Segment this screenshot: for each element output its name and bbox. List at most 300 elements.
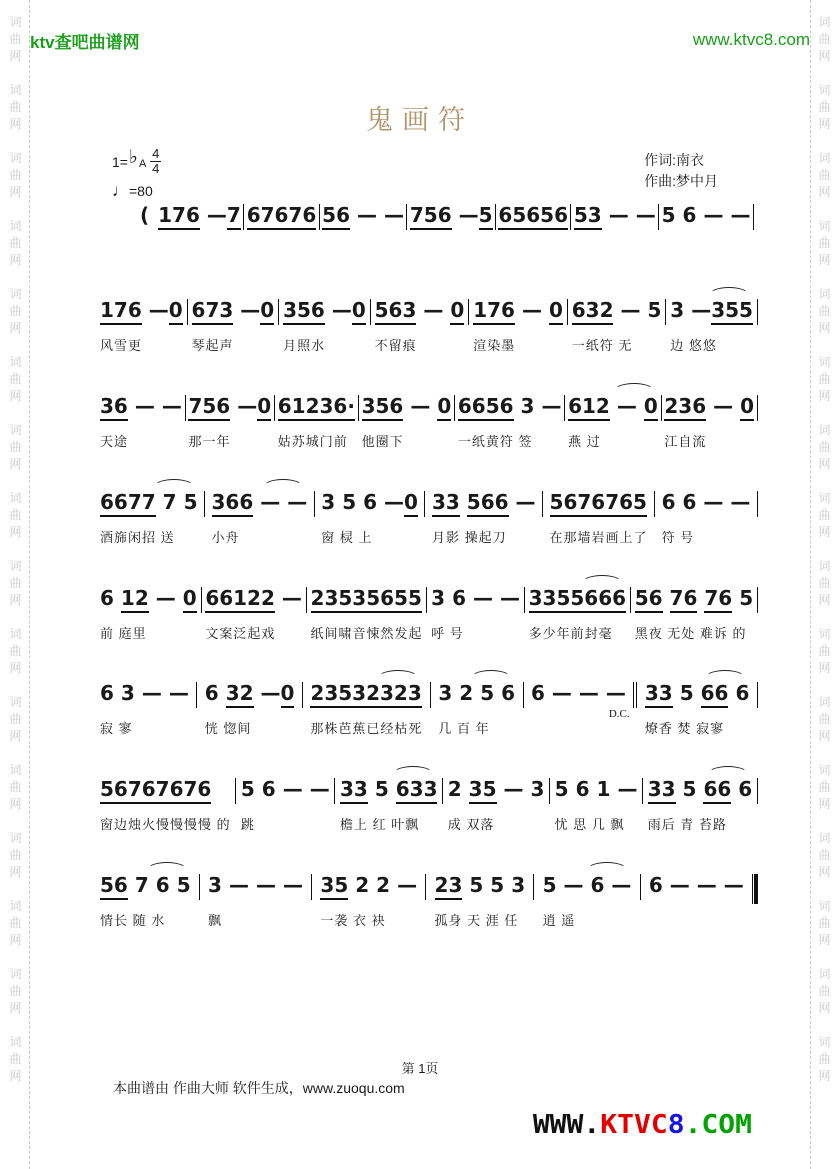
note-token: 5 (374, 777, 389, 801)
bar-line (370, 299, 371, 325)
watermark-char: 曲 (818, 32, 831, 46)
watermark-text (818, 560, 830, 606)
watermark-char: 词 (9, 899, 22, 913)
note-token: 5 (469, 873, 484, 897)
watermark-char: 曲 (9, 372, 22, 386)
note-token: — (611, 873, 632, 897)
generator-credit: 本曲谱由 作曲大师 软件生成，www.zuoqu.com (113, 1080, 405, 1096)
measure (635, 586, 753, 642)
watermark-char: 词 (9, 967, 22, 981)
lyric-text (649, 910, 744, 925)
watermark-text (9, 220, 21, 266)
measure-notes (529, 586, 626, 612)
watermark-char: 词 (9, 355, 22, 369)
note-token: — (669, 873, 690, 897)
measure (362, 394, 452, 450)
note-token: — (141, 681, 162, 705)
lyric-text: 黑夜 无处 难诉 的 (634, 626, 747, 641)
watermark-char: 曲 (9, 508, 22, 522)
bar-line (319, 204, 320, 230)
watermark-text (9, 16, 21, 62)
measure (458, 394, 562, 450)
watermark-char: 词 (818, 627, 831, 641)
measure-notes (448, 777, 545, 803)
note-token: 35 (469, 777, 497, 804)
measure (550, 490, 648, 546)
system-row (100, 298, 758, 354)
tempo-marking (112, 181, 161, 201)
note-token: 366 (212, 490, 254, 517)
bar-line (424, 491, 425, 517)
note-token: — (384, 203, 404, 227)
lyric-text: 边 悠悠 (670, 338, 717, 353)
watermark-char: 网 (818, 593, 831, 607)
lyric-text: 那株芭蕉已经枯死 (310, 721, 423, 736)
measure (664, 394, 754, 450)
note-token: — (410, 394, 431, 418)
note-token: 2 (355, 873, 370, 897)
watermark-text (9, 628, 21, 674)
note-token: — (703, 490, 724, 514)
note-token: 67676 (247, 203, 317, 230)
end-bar-line (757, 395, 758, 421)
measure-notes (322, 203, 404, 229)
watermark-text (9, 696, 21, 742)
watermark-text (818, 968, 830, 1014)
lyric-text: 文案泛起戏 (205, 626, 276, 641)
bar-line (302, 682, 303, 708)
note-token: — (730, 490, 751, 514)
note-token: 61236· (278, 394, 355, 421)
measure-notes (431, 586, 520, 612)
note-token: — (260, 490, 281, 514)
watermark-char: 曲 (818, 372, 831, 386)
bar-line (642, 778, 643, 804)
lyric-text: 孤身 天 涯 任 (434, 913, 519, 928)
note-token: 756 (188, 394, 230, 421)
watermark-char: 词 (818, 219, 831, 233)
note-token: — (357, 203, 377, 227)
note-token: 6 (590, 873, 605, 897)
watermark-char: 曲 (818, 304, 831, 318)
watermark-char: 网 (9, 525, 22, 539)
key-prefix: 1= (112, 153, 128, 170)
lyric-text (322, 240, 404, 255)
watermark-char: 曲 (9, 440, 22, 454)
lyric-text (574, 240, 656, 255)
time-signature (150, 148, 161, 175)
note-token: — (541, 394, 562, 418)
measure (140, 203, 241, 255)
note-token: — (703, 203, 724, 227)
note-token: — (608, 203, 629, 227)
measure (662, 203, 751, 255)
watermark-char: 曲 (9, 644, 22, 658)
watermark-char: 曲 (9, 576, 22, 590)
watermark-char: 词 (9, 15, 22, 29)
note-token: 236 (664, 394, 706, 421)
lyric-text: 成 双落 (447, 817, 495, 832)
measure-notes (100, 777, 231, 803)
measure-notes (311, 586, 423, 612)
watermark-text (818, 628, 830, 674)
note-token: 3 (431, 586, 446, 610)
measure-notes (531, 681, 626, 707)
watermark-char: 网 (818, 1001, 831, 1015)
note-token: 0 (740, 394, 754, 421)
lyric-text: 飘 (208, 913, 223, 928)
bar-line (542, 491, 543, 517)
bar-line (426, 587, 427, 613)
watermark-char: 网 (818, 321, 831, 335)
measure-notes (375, 298, 465, 324)
note-token: 5 (183, 490, 198, 514)
watermark-char: 曲 (818, 916, 831, 930)
watermark-char: 词 (818, 559, 831, 573)
bar-line (567, 299, 568, 325)
note-token: 56 (100, 873, 128, 900)
note-token: 0 (437, 394, 451, 421)
note-token: — (730, 203, 751, 227)
measure (100, 394, 182, 450)
measure (321, 490, 418, 546)
note-token: — (155, 586, 176, 610)
measure (278, 394, 355, 450)
note-token: — (473, 586, 494, 610)
watermark-char: 网 (9, 1069, 22, 1083)
credits-block (644, 150, 718, 192)
note-token: 6656 (458, 394, 514, 421)
watermark-char: 词 (9, 287, 22, 301)
lyric-text (531, 718, 626, 733)
note-token: 33 (645, 681, 673, 708)
measure (100, 681, 189, 737)
note-token: 5 (682, 777, 697, 801)
measure-notes (662, 490, 751, 516)
watermark-char: 网 (818, 49, 831, 63)
measure-notes (320, 873, 417, 899)
note-token: 6 (738, 777, 753, 801)
note-token: 756 (410, 203, 452, 230)
system-row (140, 203, 754, 255)
watermark-char: 词 (818, 355, 831, 369)
note-token: 33 (432, 490, 460, 517)
note-token: 7 (134, 873, 149, 897)
system-row (100, 873, 758, 929)
end-bar-line (757, 778, 758, 804)
note-token: —5 (459, 203, 493, 227)
bar-line (274, 395, 275, 421)
note-token: 7 (162, 490, 177, 514)
note-token: — (578, 681, 599, 705)
measure (649, 873, 744, 925)
watermark-text (818, 288, 830, 334)
key-letter: A (138, 157, 147, 170)
measure (435, 873, 526, 929)
note-token: 66 (703, 777, 731, 804)
note-token: —355 (691, 298, 753, 322)
note-token: — (287, 490, 308, 514)
logo-segment: 8 (667, 1109, 685, 1140)
lyric-text: 姑苏城门前 (277, 434, 348, 449)
note-token: 176 (100, 298, 142, 325)
measure-notes (205, 681, 295, 707)
note-token: 5 (240, 777, 255, 801)
site-url-link[interactable]: www.ktvc8.com (692, 30, 810, 49)
lyric-text: 多少年前封毫 (528, 626, 613, 641)
lyric-text: 月照水 (283, 338, 326, 353)
watermark-char: 网 (818, 1069, 831, 1083)
bar-line (314, 491, 315, 517)
note-token: 23535655 (311, 586, 422, 613)
watermark-char: 词 (9, 763, 22, 777)
note-token: 0 (549, 298, 563, 325)
watermark-char: 曲 (9, 32, 22, 46)
measure-notes (435, 873, 526, 899)
measure-notes (208, 873, 303, 899)
measure-notes (664, 394, 754, 420)
lyric-text: 呼 号 (431, 626, 464, 641)
note-token: 6 (100, 681, 114, 705)
note-token: — (168, 681, 189, 705)
bar-line (654, 491, 655, 517)
watermark-text (9, 492, 21, 538)
lyric-text: 跳 (240, 817, 255, 832)
note-token: — (635, 203, 656, 227)
watermark-char: 词 (818, 1035, 831, 1049)
note-token: 76 (704, 586, 732, 613)
watermark-text (818, 832, 830, 878)
logo-segment: KTVC (600, 1109, 668, 1140)
lyricist-credit: 作词:南衣 (644, 152, 704, 168)
lyric-text: 恍 惚间 (204, 721, 252, 736)
measure (543, 873, 632, 929)
bar-line (311, 874, 312, 900)
note-token: — (551, 681, 572, 705)
watermark-char: 曲 (818, 236, 831, 250)
measure-notes (543, 873, 632, 899)
note-token: 3 (438, 681, 453, 705)
lyric-text: 雨后 青 苔路 (647, 817, 727, 832)
measure-notes (310, 681, 422, 707)
watermark-char: 曲 (9, 916, 22, 930)
measure (340, 777, 438, 833)
watermark-char: 词 (818, 287, 831, 301)
watermark-char: 网 (818, 933, 831, 947)
measure-notes (362, 394, 452, 420)
watermark-char: 曲 (818, 712, 831, 726)
measure-notes (410, 203, 493, 229)
measure (100, 298, 183, 354)
watermark-char: 网 (9, 933, 22, 947)
note-token: 6 (501, 681, 516, 705)
measure-notes (574, 203, 656, 229)
note-token: 633 (396, 777, 438, 804)
lyric-text: 一袭 衣 袂 (320, 913, 386, 928)
measure (283, 298, 366, 354)
note-token: 36 (100, 394, 128, 421)
note-token: 23 (435, 873, 463, 900)
bar-line (196, 682, 197, 708)
watermark-char: 词 (818, 899, 831, 913)
note-token: — (620, 298, 641, 322)
bar-line (454, 395, 455, 421)
watermark-char: 词 (818, 151, 831, 165)
note-token: 6 (575, 777, 590, 801)
note-token: — (282, 873, 303, 897)
watermark-text (9, 968, 21, 1014)
measure-notes (648, 777, 753, 803)
bar-line (442, 778, 443, 804)
note-token: —0 (237, 394, 271, 418)
bar-line (306, 587, 307, 613)
system-row (100, 586, 758, 642)
note-token: 356 (283, 298, 325, 325)
lyric-text: 不留痕 (374, 338, 417, 353)
watermark-char: 词 (818, 15, 831, 29)
watermark-char: 词 (818, 423, 831, 437)
watermark-char: 网 (9, 49, 22, 63)
watermark-char: 网 (9, 1001, 22, 1015)
left-watermark-strip (2, 0, 30, 1169)
watermark-char: 曲 (818, 576, 831, 590)
watermark-char: 词 (9, 219, 22, 233)
site-name-link[interactable]: ktv查吧曲谱网 (30, 33, 140, 52)
note-token: 65656 (498, 203, 568, 230)
watermark-char: 网 (818, 661, 831, 675)
bar-line (425, 874, 426, 900)
lyric-text: 小舟 (211, 530, 240, 545)
measure (438, 681, 515, 737)
ktvc8-logo[interactable] (533, 1109, 752, 1139)
measure (555, 777, 638, 833)
watermark-char: 曲 (818, 100, 831, 114)
note-token: 6 (204, 681, 219, 705)
bar-line (495, 204, 496, 230)
note-token: 0 (644, 394, 658, 421)
note-token: 5 (554, 777, 569, 801)
watermark-char: 网 (818, 457, 831, 471)
measure (498, 203, 568, 255)
note-token: 3 (208, 873, 222, 897)
measure (310, 681, 422, 737)
page-number: 第 1页 (401, 1061, 439, 1076)
lyric-text: 天途 (100, 434, 129, 449)
watermark-text (818, 764, 830, 810)
note-token: 32 (226, 681, 254, 708)
bar-line (533, 874, 534, 900)
note-token: 673 (192, 298, 234, 325)
measure (100, 777, 231, 833)
right-watermark-strip (810, 0, 838, 1169)
note-token: — (281, 586, 302, 610)
watermark-char: 曲 (9, 304, 22, 318)
bar-line (658, 204, 659, 230)
note-token: 1 (596, 777, 611, 801)
watermark-char: 词 (9, 627, 22, 641)
watermark-text (9, 832, 21, 878)
note-token: 6 (682, 203, 697, 227)
note-token: — (255, 873, 276, 897)
bar-line (523, 682, 524, 708)
measure (241, 777, 330, 833)
note-token: 3 (520, 394, 535, 418)
measure-notes (100, 873, 191, 899)
watermark-char: 网 (9, 797, 22, 811)
system-row (100, 681, 758, 737)
lyric-text: 那一年 (188, 434, 231, 449)
note-token: 176 (158, 203, 200, 230)
watermark-char: 网 (9, 593, 22, 607)
bar-line (549, 778, 550, 804)
watermark-char: 网 (9, 865, 22, 879)
note-token: 3 (321, 490, 336, 514)
system-row (100, 394, 758, 450)
watermark-char: 网 (9, 321, 22, 335)
measure-notes (550, 490, 648, 516)
bar-line (201, 587, 202, 613)
note-token: 3 (530, 777, 545, 801)
measure-notes (438, 681, 515, 707)
lyric-text: 酒旆闲招 送 (100, 530, 175, 545)
note-token: 5 (542, 873, 557, 897)
watermark-text (818, 492, 830, 538)
note-token: 76 (670, 586, 698, 613)
note-token: —0 (261, 681, 295, 705)
note-token: 56 (322, 203, 350, 230)
measure (322, 203, 404, 255)
measure-notes (100, 298, 183, 324)
lyric-text: 渲染墨 (473, 338, 516, 353)
lyric-text: 琴起声 (191, 338, 234, 353)
note-token: 5 (176, 873, 191, 897)
note-token: — (616, 394, 637, 418)
note-token: — (515, 490, 536, 514)
watermark-char: 曲 (9, 712, 22, 726)
tempo-value: =80 (129, 183, 153, 199)
measure (568, 394, 658, 450)
watermark-char: 词 (9, 831, 22, 845)
bar-line (358, 395, 359, 421)
note-token: 5 (647, 298, 662, 322)
note-token: 356 (362, 394, 404, 421)
measure-notes (212, 490, 308, 516)
measure-notes (100, 586, 197, 612)
measure-notes (432, 490, 536, 516)
bar-line (185, 395, 186, 421)
watermark-char: 曲 (818, 984, 831, 998)
final-bar-line (752, 874, 758, 904)
lyric-text: 燎香 焚 寂寥 (644, 721, 725, 736)
watermark-char: 网 (9, 661, 22, 675)
note-token: 12 (121, 586, 149, 613)
measure-notes (241, 777, 330, 803)
measure-notes (205, 586, 302, 612)
lyric-text (498, 240, 568, 255)
note-token: — (161, 394, 182, 418)
note-token: —0 (149, 298, 183, 322)
watermark-char: 网 (818, 253, 831, 267)
lyric-text: 情长 随 水 (100, 913, 166, 928)
lyric-text: 忧 思 几 飘 (554, 817, 625, 832)
note-token: 3 (120, 681, 135, 705)
watermark-char: 曲 (818, 508, 831, 522)
note-token: 612 (568, 394, 610, 421)
measure-notes (140, 203, 241, 229)
note-token: 5 (480, 681, 495, 705)
watermark-char: 词 (9, 491, 22, 505)
note-token: 5 (679, 681, 694, 705)
